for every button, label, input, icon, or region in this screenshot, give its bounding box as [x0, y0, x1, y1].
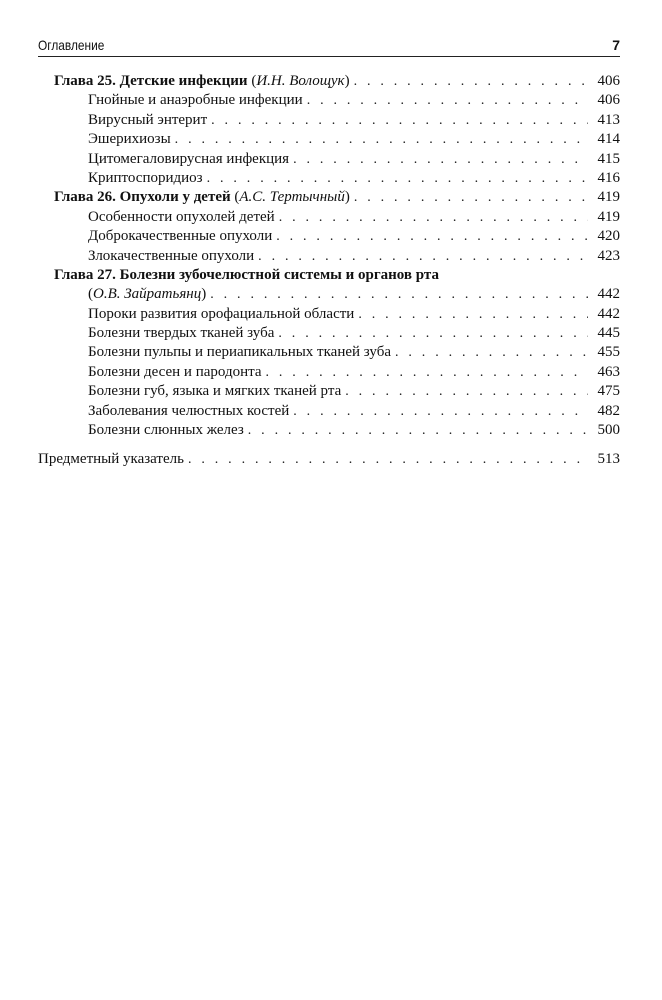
toc-item-title: Пороки развития орофациальной области: [88, 305, 355, 322]
toc-page: 414: [597, 131, 620, 148]
toc-item-title: Болезни губ, языка и мягких тканей рта: [88, 383, 342, 400]
toc-page: 419: [597, 208, 620, 225]
toc-item: [38, 150, 620, 169]
chapter-title: Глава 25. Детские инфекции: [54, 73, 248, 89]
toc-page: 413: [597, 111, 620, 128]
toc-item: [38, 382, 620, 401]
leader-dots: [345, 382, 588, 401]
toc-page: 406: [597, 73, 620, 89]
toc-chapter-25: Глава 25. Детские инфекции (И.Н. Волощук) . . . 406: [38, 72, 620, 91]
toc-item: [38, 91, 620, 110]
toc-page: 416: [597, 169, 620, 186]
leader-dots: [211, 111, 588, 130]
toc-index: [38, 450, 620, 469]
chapter-author: А.С. Тертычный: [239, 189, 345, 206]
toc-item-title: Цитомегаловирусная инфекция: [88, 150, 290, 167]
toc-page: 513: [597, 451, 620, 468]
leader-dots: [258, 247, 588, 266]
chapter-title: Глава 26. Опухоли у детей: [54, 189, 231, 206]
leader-dots: [207, 169, 588, 188]
toc-item-title: Предметный указатель: [38, 451, 184, 468]
toc-item: [38, 247, 620, 266]
toc-page: 500: [597, 422, 620, 439]
page-number: 7: [612, 37, 620, 53]
toc-item: [38, 324, 620, 343]
toc-item-title: Криптоспоридиоз: [88, 169, 203, 186]
toc-item-title: Болезни пульпы и периапикальных тканей зуба: [88, 344, 391, 361]
toc-page: 423: [597, 247, 620, 264]
toc-page: 406: [597, 92, 620, 109]
toc-chapter-27: [38, 266, 620, 285]
toc-item: [38, 343, 620, 362]
toc-chapter-26: Глава 26. Опухоли у детей (А.С. Тертычный) . . . 419: [38, 188, 620, 207]
toc-item: [38, 111, 620, 130]
toc-item-title: Злокачественные опухоли: [88, 247, 255, 264]
leader-dots: [210, 285, 588, 304]
toc-item: [38, 130, 620, 149]
toc-page: 445: [597, 325, 620, 342]
chapter-author: И.Н. Волощук: [256, 73, 345, 89]
toc-item-title: Болезни твердых тканей зуба: [88, 325, 275, 342]
chapter-author: О.В. Зайратьянц: [93, 286, 202, 303]
toc-page: 442: [597, 305, 620, 322]
leader-dots: [188, 450, 588, 469]
leader-dots: [278, 324, 588, 343]
toc-item-title: Заболевания челюстных костей: [88, 402, 290, 419]
leader-dots: [354, 72, 588, 91]
leader-dots: [395, 343, 588, 362]
toc-item: [38, 227, 620, 246]
toc-item-title: Болезни десен и пародонта: [88, 363, 262, 380]
leader-dots: [175, 130, 588, 149]
toc-item: [38, 402, 620, 421]
toc-page: 442: [597, 286, 620, 303]
toc-item-title: Особенности опухолей детей: [88, 208, 275, 225]
leader-dots: [248, 421, 588, 440]
toc-item: [38, 305, 620, 324]
toc-item: [38, 421, 620, 440]
leader-dots: [293, 402, 588, 421]
toc-page: 455: [597, 344, 620, 361]
toc-item: [38, 208, 620, 227]
leader-dots: [307, 91, 588, 110]
leader-dots: [279, 208, 588, 227]
toc-item: [38, 363, 620, 382]
toc-chapter-27-author-line: (О.В. Зайратьянц) . . . 442: [38, 285, 620, 304]
toc-page: 420: [597, 228, 620, 245]
running-header: [38, 36, 620, 57]
toc-item-title: Вирусный энтерит: [88, 111, 208, 128]
toc-item-title: Эшерихиозы: [88, 131, 171, 148]
table-of-contents: [38, 72, 620, 470]
toc-item-title: Доброкачественные опухоли: [88, 228, 273, 245]
toc-page: 415: [597, 150, 620, 167]
leader-dots: [354, 188, 588, 207]
leader-dots: [276, 227, 588, 246]
running-header-section: Оглавление: [38, 37, 105, 53]
toc-item-title: Гнойные и анаэробные инфекции: [88, 92, 303, 109]
toc-page: 419: [597, 189, 620, 206]
leader-dots: [266, 363, 589, 382]
toc-page: 482: [597, 402, 620, 419]
leader-dots: [293, 150, 588, 169]
toc-page: 463: [597, 363, 620, 380]
toc-item-title: Болезни слюнных желез: [88, 422, 244, 439]
toc-item: [38, 169, 620, 188]
leader-dots: [358, 305, 588, 324]
toc-page: 475: [597, 383, 620, 400]
chapter-title: Глава 27. Болезни зубочелюстной системы и органов рта: [54, 266, 439, 283]
